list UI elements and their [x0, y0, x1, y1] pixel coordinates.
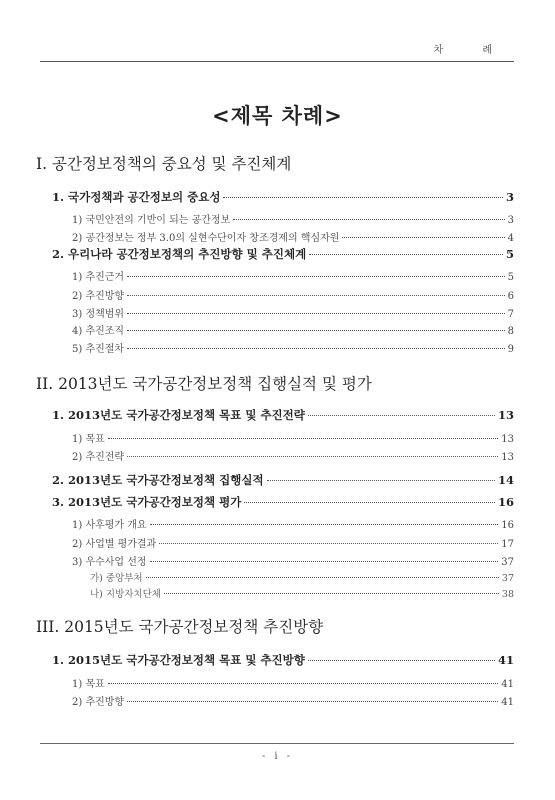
toc-page-number: 13: [497, 408, 514, 422]
toc-page-number: 41: [497, 653, 514, 667]
toc-subsection[interactable]: [72, 287, 514, 302]
toc-subsection[interactable]: [72, 211, 514, 226]
toc-section[interactable]: [52, 652, 514, 668]
toc-subsection[interactable]: [72, 430, 514, 445]
toc-page-number: 17: [501, 539, 514, 550]
toc-entry-label: 1. 2015년도 국가공간정보정책 목표 및 추진방향: [52, 653, 305, 667]
toc-subsection[interactable]: [72, 535, 514, 550]
dot-leader: [233, 219, 504, 220]
toc-entry-label: 3. 2013년도 국가공간정보정책 평가: [52, 495, 242, 509]
toc-page-number: 41: [501, 697, 514, 708]
toc-page-number: 6: [507, 291, 514, 302]
toc-page-number: 13: [501, 452, 514, 463]
footer-page-number: - i -: [261, 751, 294, 762]
toc-page-number: 41: [501, 679, 514, 690]
dot-leader: [127, 313, 505, 314]
toc-entry-label: 3) 정책범위: [72, 309, 125, 320]
dot-leader: [150, 561, 499, 562]
toc-part-1[interactable]: I. 공간정보정책의 중요성 및 추진체계: [36, 155, 292, 173]
toc-section[interactable]: [52, 494, 514, 510]
dot-leader: [146, 577, 499, 578]
toc-entry-label: 1) 추진근거: [72, 272, 125, 283]
toc-subsubsection[interactable]: [90, 570, 514, 584]
toc-subsection[interactable]: [72, 305, 514, 320]
dot-leader: [267, 480, 495, 481]
toc-section[interactable]: [52, 472, 514, 488]
toc-page-number: 5: [505, 247, 514, 261]
toc-subsection[interactable]: [72, 553, 514, 568]
dot-leader: [244, 502, 495, 503]
toc-entry-label: 4) 추진조직: [72, 326, 125, 337]
header-rule: [40, 61, 514, 62]
toc-subsection[interactable]: [72, 448, 514, 463]
toc-page-number: 3: [505, 190, 514, 204]
toc-page-number: 7: [507, 309, 514, 320]
toc-subsection[interactable]: [72, 340, 514, 355]
toc-subsection[interactable]: [72, 693, 514, 708]
dot-leader: [108, 438, 499, 439]
toc-entry-label: 2. 우리나라 공간정보정책의 추진방향 및 추진체계: [52, 247, 307, 261]
toc-section[interactable]: [52, 189, 514, 205]
toc-entry-label: 1) 목표: [72, 434, 105, 445]
toc-entry-label: 2) 추진전략: [72, 452, 125, 463]
dot-leader: [127, 276, 505, 277]
dot-leader: [127, 295, 505, 296]
toc-subsection[interactable]: [72, 516, 514, 531]
toc-section[interactable]: [52, 246, 514, 262]
dot-leader: [164, 593, 499, 594]
toc-subsubsection[interactable]: [90, 586, 514, 600]
toc-page-number: 14: [497, 473, 514, 487]
dot-leader: [127, 701, 498, 702]
toc-part-2[interactable]: II. 2013년도 국가공간정보정책 집행실적 및 평가: [36, 375, 372, 393]
toc-entry-label: 나) 지방자치단체: [90, 589, 161, 600]
toc-subsection[interactable]: [72, 322, 514, 337]
toc-part-3[interactable]: III. 2015년도 국가공간정보정책 추진방향: [36, 618, 324, 636]
dot-leader: [127, 330, 505, 331]
dot-leader: [342, 237, 504, 238]
page-title: <제목 차례>: [212, 104, 343, 128]
dot-leader: [127, 456, 498, 457]
toc-entry-label: 2) 추진방향: [72, 291, 125, 302]
toc-page-number: 8: [507, 326, 514, 337]
toc-entry-label: 2) 추진방향: [72, 697, 125, 708]
toc-subsection[interactable]: [72, 229, 514, 244]
footer-rule: [40, 743, 514, 744]
toc-page-number: 13: [501, 434, 514, 445]
toc-entry-label: 가) 중앙부처: [90, 573, 143, 584]
toc-page-number: 16: [501, 520, 514, 531]
toc-entry-label: 2. 2013년도 국가공간정보정책 집행실적: [52, 473, 264, 487]
toc-entry-label: 1. 2013년도 국가공간정보정책 목표 및 추진전략: [52, 408, 305, 422]
toc-page-number: 9: [507, 344, 514, 355]
dot-leader: [150, 524, 499, 525]
toc-entry-label: 1) 사후평가 개요: [72, 520, 147, 531]
toc-entry-label: 1) 목표: [72, 679, 105, 690]
toc-entry-label: 1) 국민안전의 기반이 되는 공간정보: [72, 215, 231, 226]
toc-page-number: 4: [507, 233, 514, 244]
toc-entry-label: 2) 사업별 평가결과: [72, 539, 157, 550]
dot-leader: [309, 254, 503, 255]
dot-leader: [308, 660, 495, 661]
toc-entry-label: 2) 공간정보는 정부 3.0의 실현수단이자 창조경제의 핵심자원: [72, 233, 340, 244]
toc-subsection[interactable]: [72, 675, 514, 690]
toc-entry-label: 5) 추진절차: [72, 344, 125, 355]
dot-leader: [159, 543, 498, 544]
toc-page-number: 5: [507, 272, 514, 283]
toc-page-number: 38: [501, 589, 514, 600]
header-running-title: 차 례: [433, 45, 510, 56]
toc-section[interactable]: [52, 407, 514, 423]
toc-page-number: 3: [507, 215, 514, 226]
toc-entry-label: 1. 국가정책과 공간정보의 중요성: [52, 190, 221, 204]
toc-entry-label: 3) 우수사업 선정: [72, 557, 147, 568]
toc-page-number: 16: [497, 495, 514, 509]
toc-subsection[interactable]: [72, 268, 514, 283]
dot-leader: [223, 197, 503, 198]
dot-leader: [127, 348, 505, 349]
dot-leader: [308, 415, 495, 416]
dot-leader: [108, 683, 499, 684]
toc-page-number: 37: [501, 573, 514, 584]
toc-page-number: 37: [501, 557, 514, 568]
